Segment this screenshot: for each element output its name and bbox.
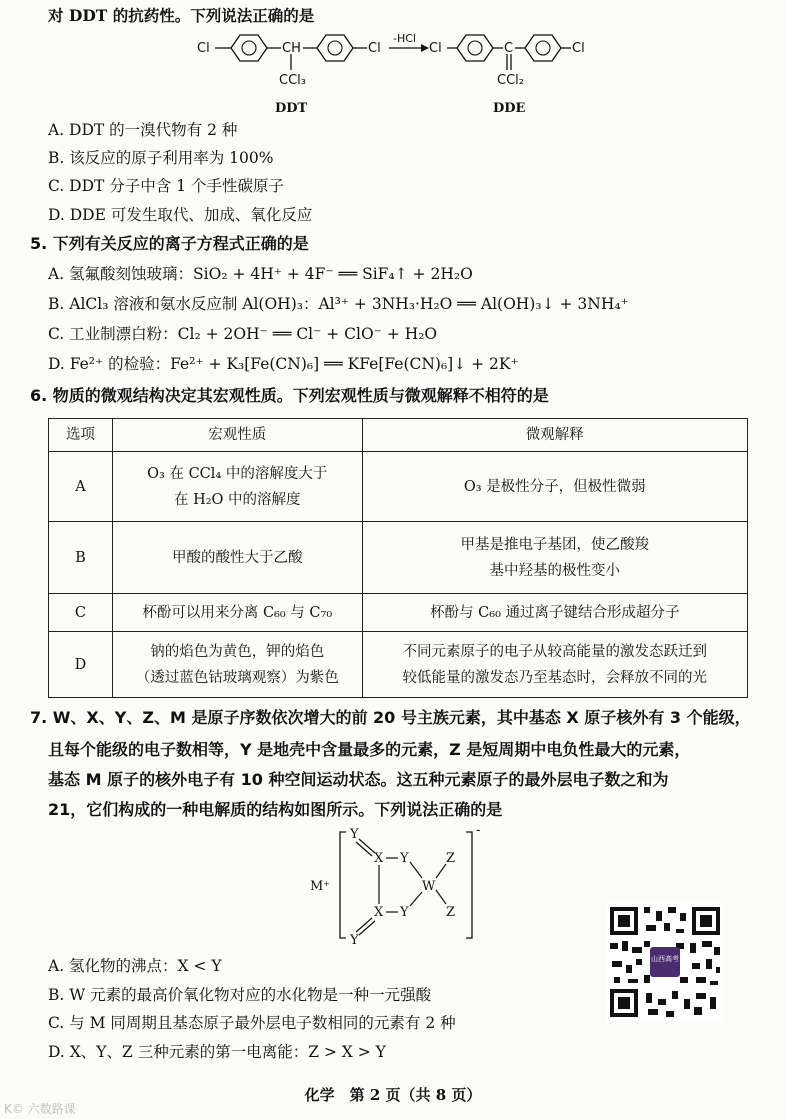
intro-line: 对 DDT 的抗药性。下列说法正确的是 xyxy=(48,6,315,25)
row-micro: O₃ 是极性分子，但极性微弱 xyxy=(362,452,747,522)
electrolyte-structure-diagram xyxy=(300,820,500,950)
q5-option-d: D. Fe²⁺ 的检验：Fe²⁺ + K₃[Fe(CN)₆] ══ KFe[Fe(CN)₆]↓ + 2K⁺ xyxy=(48,355,519,373)
x-upper: X xyxy=(374,851,384,866)
row-macro: O₃ 在 CCl₄ 中的溶解度大于 在 H₂O 中的溶解度 xyxy=(112,452,362,522)
header-micro: 微观解释 xyxy=(362,419,747,452)
watermark: K© 六数路课 xyxy=(4,1102,76,1116)
q6-stem: 6. 物质的微观结构决定其宏观性质。下列宏观性质与微观解释不相符的是 xyxy=(30,386,549,405)
benzene-ring-4 xyxy=(525,35,561,61)
q4-option-b: B. 该反应的原子利用率为 100% xyxy=(48,149,274,167)
ddt-reaction-diagram xyxy=(195,28,615,120)
ddt-ccl3: CCl₃ xyxy=(279,73,306,88)
q7-option-c: C. 与 M 同周期且基态原子最外层电子数相同的元素有 2 种 xyxy=(48,1014,456,1032)
w-center: W xyxy=(422,879,436,894)
dde-cl-right: Cl xyxy=(572,41,585,56)
header-macro: 宏观性质 xyxy=(112,419,362,452)
q5-stem: 5. 下列有关反应的离子方程式正确的是 xyxy=(30,234,309,253)
q7-option-b: B. W 元素的最高价氧化物对应的水化物是一种一元强酸 xyxy=(48,986,432,1004)
x-lower: X xyxy=(374,905,384,920)
reaction-arrow-icon xyxy=(421,44,429,52)
z-upper: Z xyxy=(446,851,456,866)
q4-option-d: D. DDE 可发生取代、加成、氧化反应 xyxy=(48,206,313,224)
benzene-ring-3 xyxy=(457,35,493,61)
row-option: B xyxy=(49,522,113,594)
ddt-label: DDT xyxy=(275,101,308,116)
row-micro: 甲基是推电子基团，使乙酸羧 基中羟基的极性变小 xyxy=(362,522,747,594)
charge: - xyxy=(476,823,481,838)
svg-text:山西高考: 山西高考 xyxy=(651,955,679,963)
dde-label: DDE xyxy=(493,101,526,116)
q7-option-d: D. X、Y、Z 三种元素的第一电离能：Z > X > Y xyxy=(48,1043,386,1061)
benzene-ring-1 xyxy=(231,35,267,61)
q5-option-a: A. 氢氟酸刻蚀玻璃：SiO₂ + 4H⁺ + 4F⁻ ══ SiF₄↑ + 2H₂O xyxy=(48,265,473,283)
q5-option-b: B. AlCl₃ 溶液和氨水反应制 Al(OH)₃：Al³⁺ + 3NH₃·H₂O ══ Al(OH)₃↓ + 3NH₄⁺ xyxy=(48,295,629,313)
dde-ccl2: CCl₂ xyxy=(497,73,524,88)
row-option: A xyxy=(49,452,113,522)
row-macro: 钠的焰色为黄色，钾的焰色 （透过蓝色钴玻璃观察）为紫色 xyxy=(112,632,362,698)
y-top: Y xyxy=(350,827,359,842)
y-lower: Y xyxy=(400,905,409,920)
table-header-row xyxy=(49,419,748,452)
dde-c: C xyxy=(504,41,514,56)
page-footer: 化学 第 2 页（共 8 页） xyxy=(304,1086,482,1104)
q4-option-a: A. DDT 的一溴代物有 2 种 xyxy=(48,121,238,139)
row-micro: 杯酚与 C₆₀ 通过离子键结合形成超分子 xyxy=(362,594,747,632)
row-option: D xyxy=(49,632,113,698)
m-ion: M⁺ xyxy=(310,879,331,894)
row-macro: 甲酸的酸性大于乙酸 xyxy=(112,522,362,594)
q4-option-c: C. DDT 分子中含 1 个手性碳原子 xyxy=(48,177,284,195)
table-row xyxy=(49,452,748,522)
q5-option-c: C. 工业制漂白粉：Cl₂ + 2OH⁻ ══ Cl⁻ + ClO⁻ + H₂O xyxy=(48,325,438,343)
q7-stem-line-4: 21，它们构成的一种电解质的结构如图所示。下列说法正确的是 xyxy=(48,800,503,819)
row-macro: 杯酚可以用来分离 C₆₀ 与 C₇₀ xyxy=(112,594,362,632)
y-bottom: Y xyxy=(350,933,359,948)
ddt-cl-left: Cl xyxy=(197,41,210,56)
q7-stem-line-3: 基态 M 原子的核外电子有 10 种空间运动状态。这五种元素原子的最外层电子数之和为 xyxy=(48,770,669,789)
row-option: C xyxy=(49,594,113,632)
ddt-ch: CH xyxy=(282,41,301,56)
q7-option-a: A. 氢化物的沸点：X < Y xyxy=(48,957,222,975)
q7-stem-line-1: 7. W、X、Y、Z、M 是原子序数依次增大的前 20 号主族元素，其中基态 X 原子核外有 3 个能级， xyxy=(30,708,751,727)
row-micro: 不同元素原子的电子从较高能量的激发态跃迁到 较低能量的激发态乃至基态时，会释放不同的光 xyxy=(362,632,747,698)
q7-stem-line-2: 且每个能级的电子数相等，Y 是地壳中含量最多的元素，Z 是短周期中电负性最大的元素， xyxy=(48,740,691,759)
table-row xyxy=(49,632,748,698)
y-upper: Y xyxy=(400,851,409,866)
table-row xyxy=(49,522,748,594)
arrow-label: -HCl xyxy=(393,32,416,45)
ddt-cl-right: Cl xyxy=(368,41,381,56)
header-option: 选项 xyxy=(49,419,113,452)
benzene-ring-2 xyxy=(317,35,353,61)
dde-cl-left: Cl xyxy=(429,41,442,56)
qr-code-icon xyxy=(606,903,724,1021)
table-row xyxy=(49,594,748,632)
q6-table xyxy=(48,418,748,698)
z-lower: Z xyxy=(446,905,456,920)
